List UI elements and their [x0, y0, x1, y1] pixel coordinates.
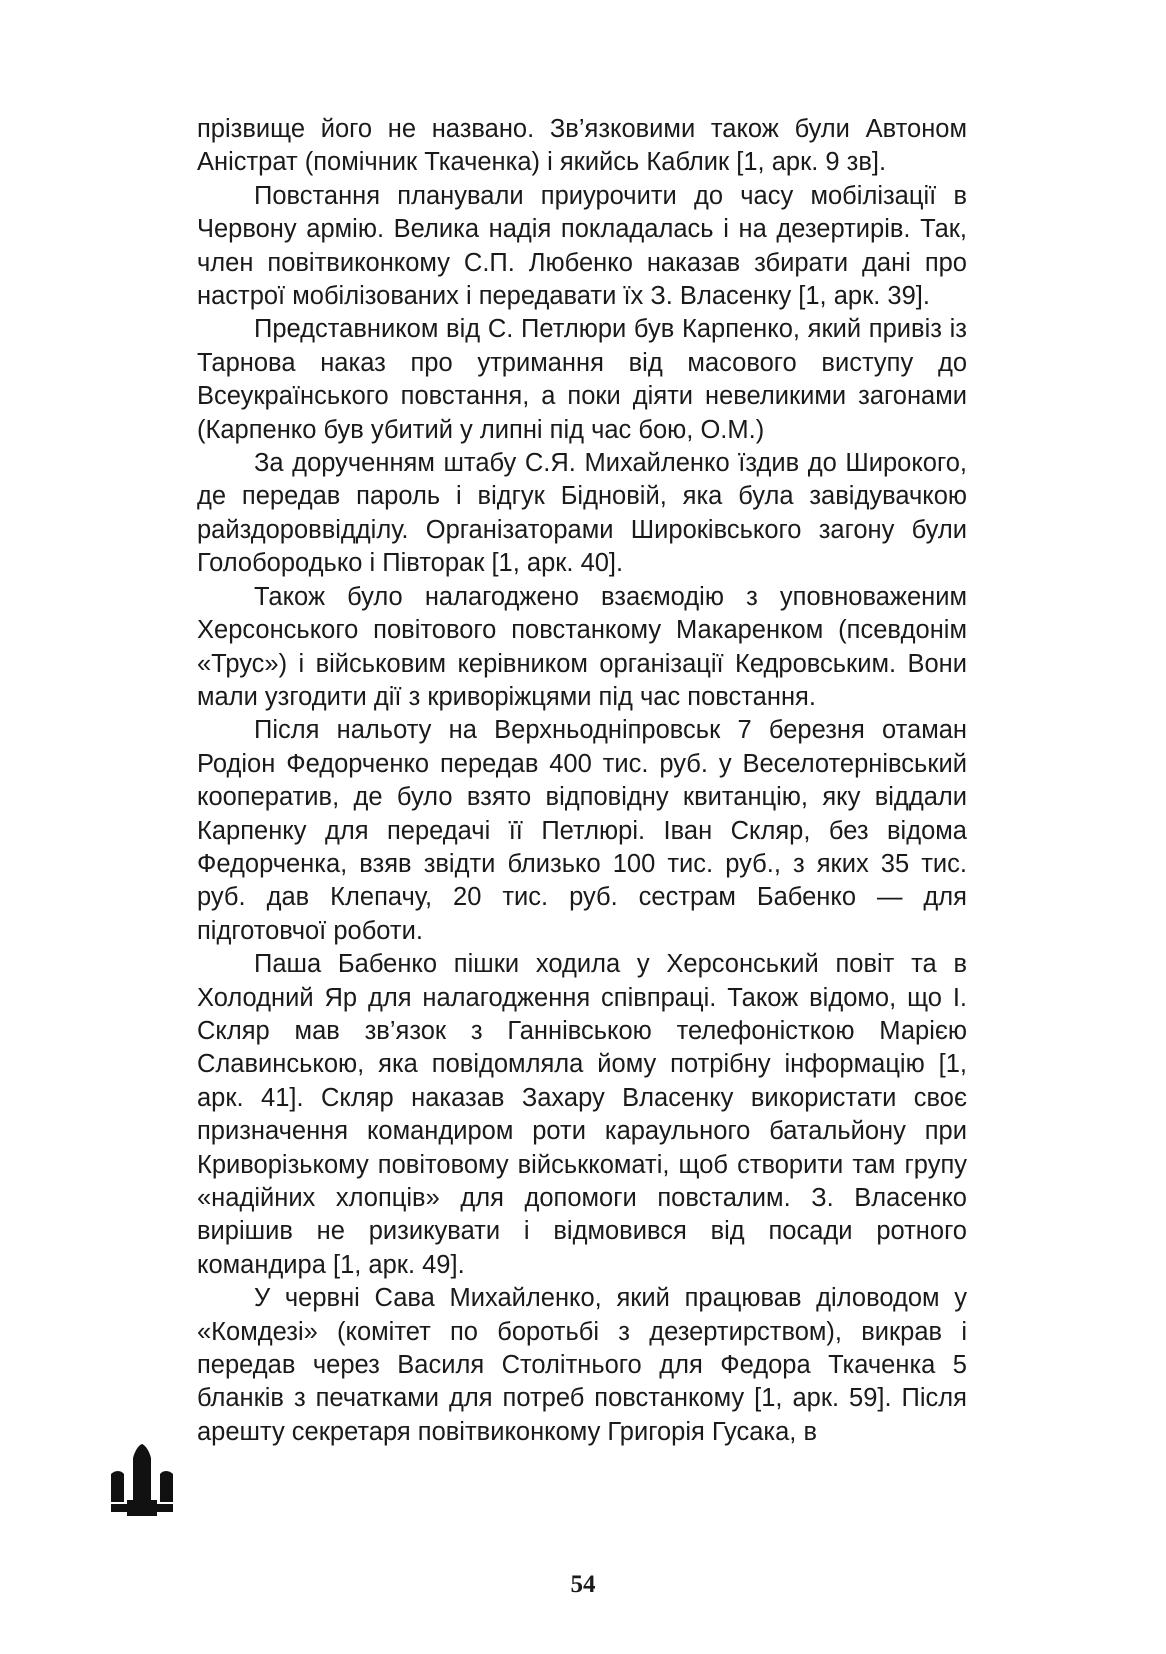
body-text	[197, 113, 967, 1449]
paragraph: Повстання планували приурочити до часу мобілізації в Червону армію. Велика надія покладалась і на дезертирів. Так, член повітвиконкому С.П. Любенко наказав збирати дані про настрої мобілізованих і передавати їх З. Власенку [1, арк. 39].	[197, 181, 967, 311]
trident-logo-icon	[111, 1444, 173, 1516]
paragraph: Паша Бабенко пішки ходила у Херсонський повіт та в Холодний Яр для налагодження співпраці. Також відомо, що І. Скляр мав зв’язок з Ганнівською телефоністкою Марією Славинською, яка повідомляла йому потрібну інформацію [1, арк. 41]. Скляр наказав Захару Власенку використати своє призначення командиром роти караульного батальйону при Криворізькому повітовому військкоматі, щоб створити там групу «надійних хлопців» для допомоги повсталим. З. Власенко вирішив не ризикувати і відмовився від посади ротного командира [1, арк. 49].	[197, 950, 967, 1279]
paragraph: За дорученням штабу С.Я. Михайленко їздив до Широкого, де передав пароль і відгук Бідновій, яка була завідувачкою райздороввідділу. Організаторами Широківського загону були Голобородько і Півторак [1, арк. 40].	[197, 449, 967, 578]
paragraph: У червні Сава Михайленко, який працював діловодом у «Комдезі» (комітет по боротьбі з дезертирством), викрав і передав через Василя Столітнього для Федора Ткаченка 5 бланків з печатками для потреб повстанкому [1, арк. 59]. Після арешту секретаря повітвиконкому Григорія Гусака, в	[197, 1284, 967, 1446]
page-number: 54	[570, 1571, 596, 1598]
paragraph: Представником від С. Петлюри був Карпенко, який привіз із Тарнова наказ про утримання від масового виступу до Всеукраїнського повстання, а поки діяти невеликими загонами (Карпенко був убитий у липні під час бою, О.М.)	[197, 315, 967, 444]
paragraph: Також було налагоджено взаємодію з уповноваженим Херсонського повітового повстанкому Макаренком (псевдонім «Трус») і військовим керівником організації Кедровським. Вони мали узгодити дії з криворіжцями під час повстання.	[197, 582, 967, 711]
paragraph: прізвище його не названо. Зв’язковими також були Автоном Аністрат (помічник Ткаченка) і якийсь Каблик [1, арк. 9 зв].	[197, 115, 967, 177]
paragraph: Після нальоту на Верхньодніпровськ 7 березня отаман Родіон Федорченко передав 400 тис. руб. у Веселотернівський кооператив, де було взято відповідну квитанцію, яку віддали Карпенку для передачі її Петлюрі. Іван Скляр, без відома Федорченка, взяв звідти близько 100 тис. руб., з яких 35 тис. руб. дав Клепачу, 20 тис. руб. сестрам Бабенко — для підготовчої роботи.	[197, 716, 967, 945]
